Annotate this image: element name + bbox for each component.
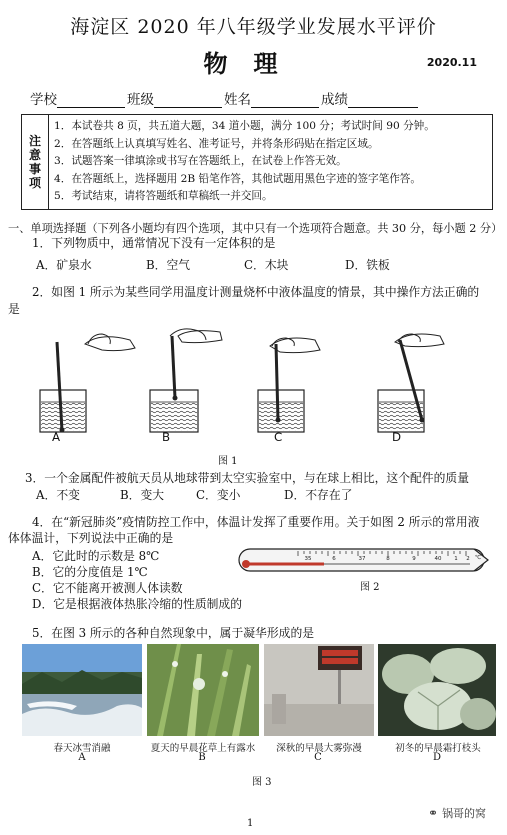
photo-b-caption: 夏天的早晨花草上有露水	[150, 743, 256, 754]
photo-dew-on-grass	[147, 644, 259, 736]
q1-option-a[interactable]: A．矿泉水	[36, 258, 92, 272]
exam-title: 海淀区 2020 年八年级学业发展水平评价	[70, 16, 437, 38]
subject-title: 物理	[203, 49, 304, 78]
scale-label-37: 37	[358, 556, 366, 562]
q3-option-c[interactable]: C．变小	[196, 488, 241, 502]
scale-label-41: 1	[454, 556, 458, 562]
class-field[interactable]	[154, 93, 222, 108]
beaker-a	[40, 334, 135, 433]
q1-option-b[interactable]: B．空气	[146, 258, 191, 272]
beaker-b	[150, 329, 222, 432]
q2-stem: 2．如图 1 所示为某些同学用温度计测量烧杯中液体温度的情景，其中操作方法正确的	[32, 285, 480, 299]
fig3-caption: 图 3	[252, 777, 272, 788]
school-field[interactable]	[57, 93, 125, 108]
class-label: 班级	[127, 92, 154, 108]
fig1-label-d: D	[392, 430, 402, 444]
scale-label-39: 9	[412, 556, 416, 562]
photo-b-letter: B	[198, 752, 206, 763]
notice-item: 2．在答题纸上认真填写姓名、准考证号，并将条形码贴在指定区域。	[54, 137, 379, 150]
photo-c-caption: 深秋的早晨大雾弥漫	[276, 743, 362, 754]
notice-item: 3．试题答案一律填涂或书写在答题纸上，在试卷上作答无效。	[54, 155, 347, 167]
name-label: 姓名	[224, 92, 251, 108]
notice-item: 5．考试结束，请将答题纸和草稿纸一并交回。	[54, 190, 273, 202]
scale-label-42: 2	[466, 556, 470, 562]
notice-item: 4．在答题纸上，选择题用 2B 铅笔作答，其他试题用黑色字迹的签字笔作答。	[54, 172, 421, 185]
school-label: 学校	[30, 92, 57, 108]
scale-unit: ℃	[474, 555, 482, 561]
q4-option-c[interactable]: C．它不能离开被测人体读数	[32, 581, 183, 595]
page-number: 1	[247, 818, 254, 829]
notice-item: 1．本试卷共 8 页，共五道大题，34 道小题，满分 100 分；考试时间 90 分钟。	[54, 120, 435, 132]
q1-stem: 1．下列物质中，通常情况下没有一定体积的是	[32, 236, 276, 250]
q3-option-a[interactable]: A．不变	[36, 488, 80, 502]
photo-d-caption: 初冬的早晨霜打枝头	[395, 743, 481, 754]
q2-stem-cont: 是	[8, 302, 20, 316]
q4-option-d[interactable]: D．它是根据液体热胀冷缩的性质制成的	[32, 597, 243, 611]
notice-box	[21, 114, 493, 210]
beaker-c	[258, 338, 320, 432]
fig1-caption: 图 1	[218, 456, 238, 467]
q4-option-a[interactable]: A．它此时的示数是 8℃	[32, 549, 160, 563]
notice-label: 注 意 事 项	[22, 115, 49, 209]
score-label: 成绩	[321, 92, 348, 108]
scale-label-36: 6	[332, 556, 336, 562]
fig2-caption: 图 2	[360, 582, 380, 593]
photo-d-letter: D	[432, 752, 442, 763]
photo-a-caption: 春天冰雪消融	[53, 743, 111, 754]
exam-date: 2020.11	[426, 56, 477, 69]
clinical-thermometer-figure-2	[238, 547, 492, 575]
photo-a-letter: A	[78, 752, 86, 763]
q3-option-b[interactable]: B．变大	[120, 488, 165, 502]
scale-label-38: 8	[386, 556, 390, 562]
q5-stem: 5．在图 3 所示的各种自然现象中，属于凝华形成的是	[32, 626, 315, 640]
q4-stem: 4．在“新冠肺炎”疫情防控工作中，体温计发挥了重要作用。关于如图 2 所示的常用液	[32, 515, 480, 529]
q4-stem-cont: 体体温计，下列说法中正确的是	[8, 531, 174, 545]
q3-option-d[interactable]: D．不存在了	[284, 488, 353, 502]
photo-snow-melting	[22, 644, 142, 736]
q1-option-c[interactable]: C．木块	[244, 258, 289, 272]
fig1-label-c: C	[274, 430, 283, 444]
photo-c-letter: C	[314, 752, 322, 763]
q1-option-d[interactable]: D．铁板	[345, 258, 390, 272]
beaker-d	[378, 334, 444, 432]
section-heading: 一、单项选择题（下列各小题均有四个选项，其中只有一个选项符合题意。共 30 分，每小题 2 分）	[8, 222, 503, 235]
scale-label-40: 40	[434, 556, 442, 562]
fig1-label-b: B	[162, 430, 171, 444]
notice-list	[54, 118, 435, 206]
fig1-label-a: A	[52, 430, 61, 444]
q4-option-b[interactable]: B．它的分度值是 1℃	[32, 565, 148, 579]
name-field[interactable]	[251, 93, 319, 108]
thermometer-figure-1	[30, 322, 480, 444]
chat-bubble-icon: ⚭	[428, 806, 439, 820]
student-info-row	[30, 88, 420, 108]
watermark	[428, 805, 486, 821]
q3-stem: 3．一个金属配件被航天员从地球带到太空实验室中，与在球上相比，这个配件的质量	[25, 471, 469, 485]
photo-frost	[378, 644, 496, 736]
photo-fog	[264, 644, 374, 736]
scale-label-35: 35	[304, 556, 312, 562]
score-field[interactable]	[348, 93, 418, 108]
watermark-text: 锅哥的窝	[442, 807, 487, 820]
